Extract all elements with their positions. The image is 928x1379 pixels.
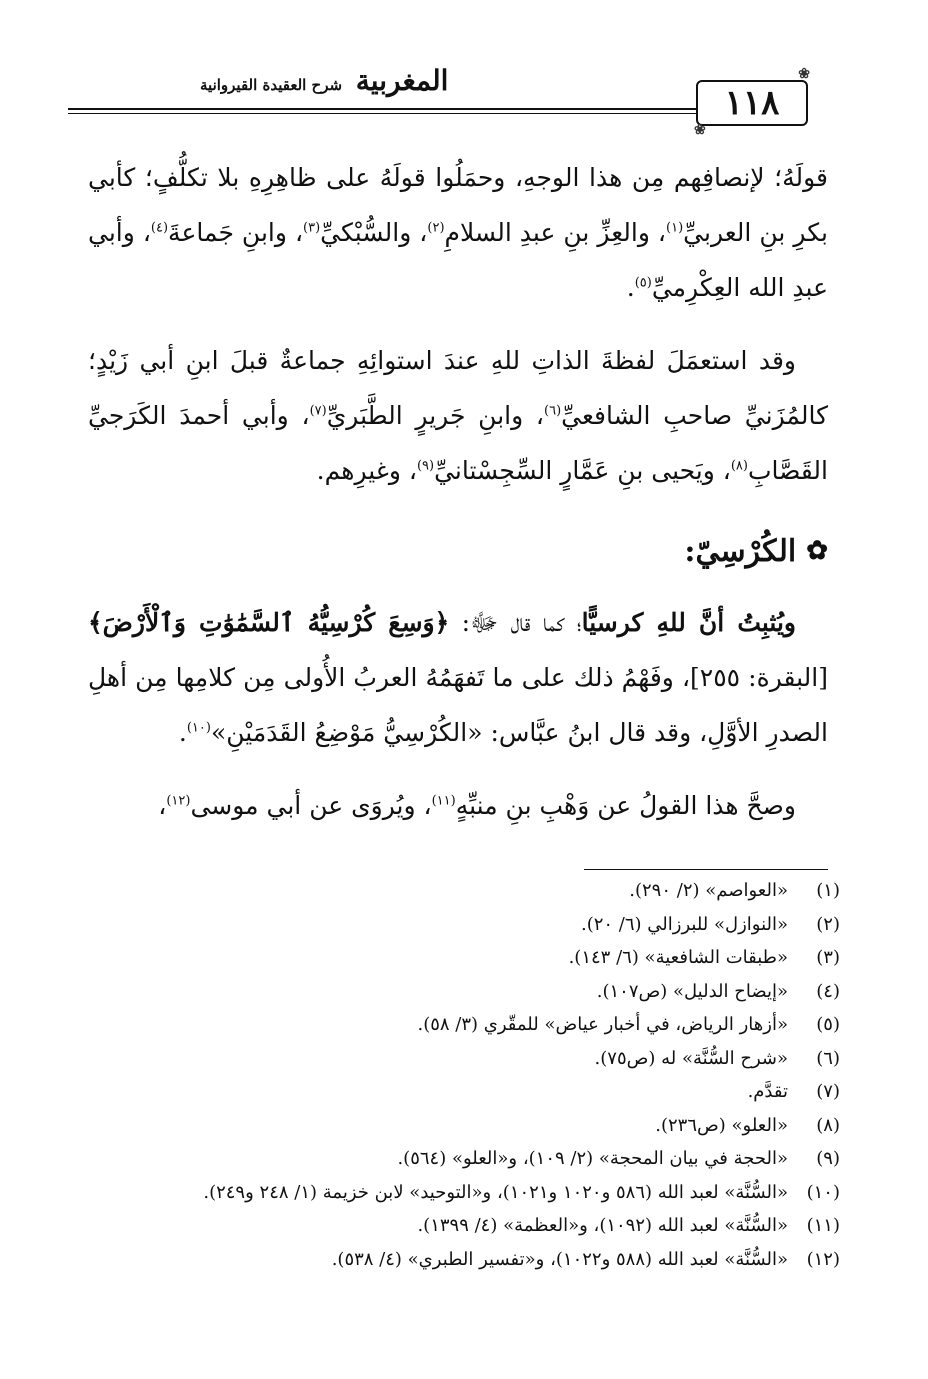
header-rule-thin: [68, 113, 800, 114]
footnote-number: (١٠): [806, 1181, 840, 1203]
footnote-number: (٢): [816, 913, 840, 935]
footnote: [88, 941, 840, 975]
footnote-number: (١): [816, 880, 840, 901]
book-title-main: المغربية: [355, 64, 449, 97]
footnote-text: «إيضاح الدليل» (ص١٠٧).: [596, 980, 788, 1002]
footnote-number: (٩): [816, 1148, 840, 1169]
footnote: [88, 874, 840, 908]
footnote-text: «النوازل» للبرزالي (٦/ ٢٠).: [580, 913, 788, 935]
footnote: [88, 908, 840, 942]
footnote-ref[interactable]: (٣): [303, 220, 321, 236]
footnote-text: «الحجة في بيان المحجة» (٢/ ١٠٩)، و«العلو» (٥٦٤).: [397, 1148, 788, 1169]
paragraph-2: [88, 333, 828, 498]
text-run: ، والعِزِّ بنِ عبدِ السلامِ: [444, 218, 667, 247]
footnote-number: (٦): [816, 1047, 840, 1069]
text-run: ، وأبي عبدِ الله العِكْرِميِّ: [88, 218, 828, 302]
footnote-ref[interactable]: (٨): [730, 458, 748, 474]
text-run-bold: ويُثبِتُ أنَّ للهِ كرسيًّا: [581, 608, 796, 637]
footnote: [88, 1142, 840, 1176]
footnote-number: (٨): [816, 1114, 840, 1136]
footnote-text: «شرح السُّنَّة» له (ص٧٥).: [594, 1047, 788, 1069]
footnote-text: «العواصم» (٢/ ٢٩٠).: [629, 880, 788, 901]
text-run: ، وابنِ جَريرٍ الطَّبَريِّ: [326, 401, 544, 430]
footnote-number: (٧): [816, 1081, 840, 1102]
text-run: [البقرة: ٢٥٥]، وفَهْمُ ذلك على ما تَفهَمُهُ العربُ الأُولى مِن كلامِها مِن أهلِ الصدرِ الأوَّلِ، وقد قال ابنُ عبَّاس: «الكُرْسِيُّ مَوْضِعُ القَدَمَيْنِ»: [88, 663, 828, 747]
footnote: [88, 1243, 840, 1277]
section-title: الكُرْسِيّ:: [684, 534, 797, 569]
footnote-separator: [584, 869, 828, 870]
footnote-number: (١٢): [806, 1248, 840, 1270]
footnote-number: (١١): [806, 1215, 840, 1236]
footnote-ref[interactable]: (٧): [309, 403, 327, 419]
text-run: قولَهُ؛ لإنصافِهم مِن هذا الوجهِ، وحمَلُوا قولَهُ على ظاهِرِهِ بلا تكلُّفٍ؛ كأبي بكرِ بنِ العربيِّ: [88, 163, 828, 247]
footnote-number: (٣): [816, 947, 840, 968]
footnote-text: «أزهار الرياض، في أخبار عياض» للمقّري (٣/ ٥٨).: [417, 1014, 788, 1035]
text-run: .: [178, 718, 187, 747]
footnote-text: «السُّنَّة» لعبد الله (٥٨٦ و١٠٢٠ و١٠٢١)، و«التوحيد» لابن خزيمة (١/ ٢٤٨ و٢٤٩).: [203, 1181, 788, 1203]
main-text: [88, 150, 828, 851]
footnote-text: «السُّنَّة» لعبد الله (١٠٩٢)، و«العظمة» (٤/ ١٣٩٩).: [417, 1215, 788, 1236]
text-run: .: [626, 273, 635, 302]
footnote-number: (٤): [816, 980, 840, 1002]
text-run: ، والسُّبْكيِّ: [320, 218, 428, 247]
footnote: [88, 1209, 840, 1243]
header-rule: [68, 108, 800, 110]
footnote-text: «طبقات الشافعية» (٦/ ١٤٣).: [568, 947, 788, 968]
footnote-ref[interactable]: (١١): [431, 793, 456, 809]
paragraph-4: [88, 778, 828, 833]
running-header: [68, 64, 800, 124]
footnote-number: (٥): [816, 1014, 840, 1035]
text-run: وصحَّ هذا القولُ عن وَهْبِ بنِ منبِّهٍ: [455, 791, 796, 820]
text-run: ، وغيرِهم.: [316, 456, 417, 485]
text-run: ، وأبي أحمدَ الكَرَجيِّ القَصَّابِ: [88, 401, 828, 485]
footnote-text: تقدَّم.: [747, 1081, 788, 1102]
page-number: ❀ ١١٨ ❀: [696, 80, 808, 126]
footnote-ref[interactable]: (٤): [150, 220, 169, 236]
text-run: وقد استعمَلَ لفظةَ الذاتِ للهِ عندَ استوائِهِ جماعةٌ قبلَ ابنِ أبي زَيْدٍ؛ كالمُزَنيِّ صاحبِ الشافعيِّ: [88, 346, 828, 430]
footnote-ref[interactable]: (١٢): [166, 793, 191, 809]
ornament-icon: ✿: [806, 536, 828, 566]
footnote: [88, 1008, 840, 1042]
footnote-ref[interactable]: (٩): [416, 458, 435, 474]
footnote: [88, 1176, 840, 1210]
footnote-ref[interactable]: (٢): [427, 220, 445, 236]
footnotes: [88, 874, 840, 1276]
footnote-ref[interactable]: (١): [666, 220, 684, 236]
footnote-ref[interactable]: (٥): [634, 275, 652, 291]
quran-verse: ﴿وَسِعَ كُرْسِيُّهُ ٱلسَّمَٰوَٰتِ وَٱلْأَرْضَ﴾: [88, 608, 450, 637]
text-run: ،: [158, 791, 167, 820]
text-run: ، ويُروَى عن أبي موسى: [190, 791, 432, 820]
section-heading: [88, 524, 828, 579]
paragraph-3: [88, 595, 828, 760]
book-title-sub: شرح العقيدة القيروانية: [200, 76, 343, 94]
text-run: ، ويَحيى بنِ عَمَّارٍ السِّجِسْتانيِّ: [434, 456, 731, 485]
text-run: ، وابنِ جَماعةَ: [168, 218, 304, 247]
footnote: [88, 1109, 840, 1143]
footnote-text: «العلو» (ص٢٣٦).: [655, 1114, 788, 1136]
text-run: ؛ كما قال ﷻ:: [449, 608, 582, 637]
paragraph-1: [88, 150, 828, 315]
footnote: [88, 975, 840, 1009]
footnote: [88, 1042, 840, 1076]
footnote: [88, 1075, 840, 1109]
footnote-text: «السُّنَّة» لعبد الله (٥٨٨ و١٠٢٢)، و«تفسير الطبري» (٤/ ٥٣٨).: [331, 1248, 788, 1270]
footnote-ref[interactable]: (٦): [544, 403, 562, 419]
footnote-ref[interactable]: (١٠): [186, 720, 211, 736]
